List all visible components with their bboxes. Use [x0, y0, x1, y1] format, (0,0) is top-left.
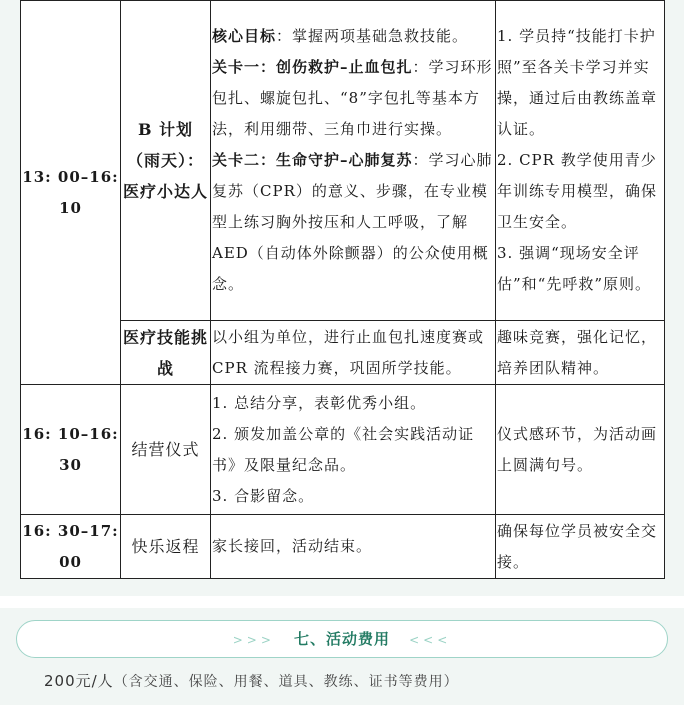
content-line: 3. 合影留念。 — [212, 486, 315, 505]
note-line: 1. 学员持“技能打卡护照”至各关卡学习并实操，通过后由教练盖章认证。 — [497, 27, 658, 138]
goal-label: 核心目标 — [212, 27, 277, 45]
schedule-table — [20, 0, 665, 579]
goal-text: ：掌握两项基础急救技能。 — [276, 27, 469, 45]
activity-cell: B 计划（雨天）：医疗小达人 — [121, 1, 211, 321]
time-cell: 13: 00–16: 10 — [21, 1, 121, 385]
time-cell: 16: 10–16: 30 — [21, 385, 121, 515]
stage1-label: 关卡一：创伤救护–止血包扎 — [212, 58, 413, 76]
section-title: 七、活动费用 — [293, 630, 390, 648]
content-cell — [211, 1, 496, 321]
stage2-label: 关卡二：生命守护–心肺复苏 — [212, 151, 413, 169]
arrows-left-icon: >>> — [232, 633, 275, 647]
section-header — [16, 620, 668, 658]
arrows-right-icon: <<< — [409, 633, 452, 647]
content-cell: 家长接回，活动结束。 — [211, 515, 496, 579]
content-cell — [211, 385, 496, 515]
table-row — [21, 515, 665, 579]
table-row — [21, 1, 665, 321]
content-line: 1. 总结分享，表彰优秀小组。 — [212, 393, 427, 412]
fees-panel — [0, 608, 684, 705]
content-cell: 以小组为单位，进行止血包扎速度赛或 CPR 流程接力赛，巩固所学技能。 — [211, 321, 496, 385]
table-row — [21, 385, 665, 515]
notes-cell — [496, 1, 665, 321]
note-line: 3. 强调“现场安全评估”和“先呼救”原则。 — [497, 244, 652, 293]
fee-text — [44, 670, 459, 691]
notes-cell: 趣味竞赛，强化记忆，培养团队精神。 — [496, 321, 665, 385]
activity-cell: 快乐返程 — [121, 515, 211, 579]
notes-cell: 仪式感环节，为活动画上圆满句号。 — [496, 385, 665, 515]
stage1-text: ：学习环形包扎、螺旋包扎、“8”字包扎等基本方法，利用绷带、三角巾进行实操。 — [212, 58, 493, 138]
notes-cell: 确保每位学员被安全交接。 — [496, 515, 665, 579]
activity-cell: 医疗技能挑战 — [121, 321, 211, 385]
fee-price: 200元/人 — [44, 672, 114, 690]
fee-includes: （含交通、保险、用餐、道具、教练、证书等费用） — [113, 674, 459, 690]
content-line: 2. 颁发加盖公章的《社会实践活动证书》及限量纪念品。 — [212, 424, 475, 474]
activity-cell: 结营仪式 — [121, 385, 211, 515]
stage2-text: ：学习心肺复苏（CPR）的意义、步骤，在专业模型上练习胸外按压和人工呼吸，了解 AED（自动体外除颤器）的公众使用概念。 — [212, 151, 493, 293]
time-cell: 16: 30–17: 00 — [21, 515, 121, 579]
note-line: 2. CPR 教学使用青少年训练专用模型，确保卫生安全。 — [497, 151, 658, 231]
